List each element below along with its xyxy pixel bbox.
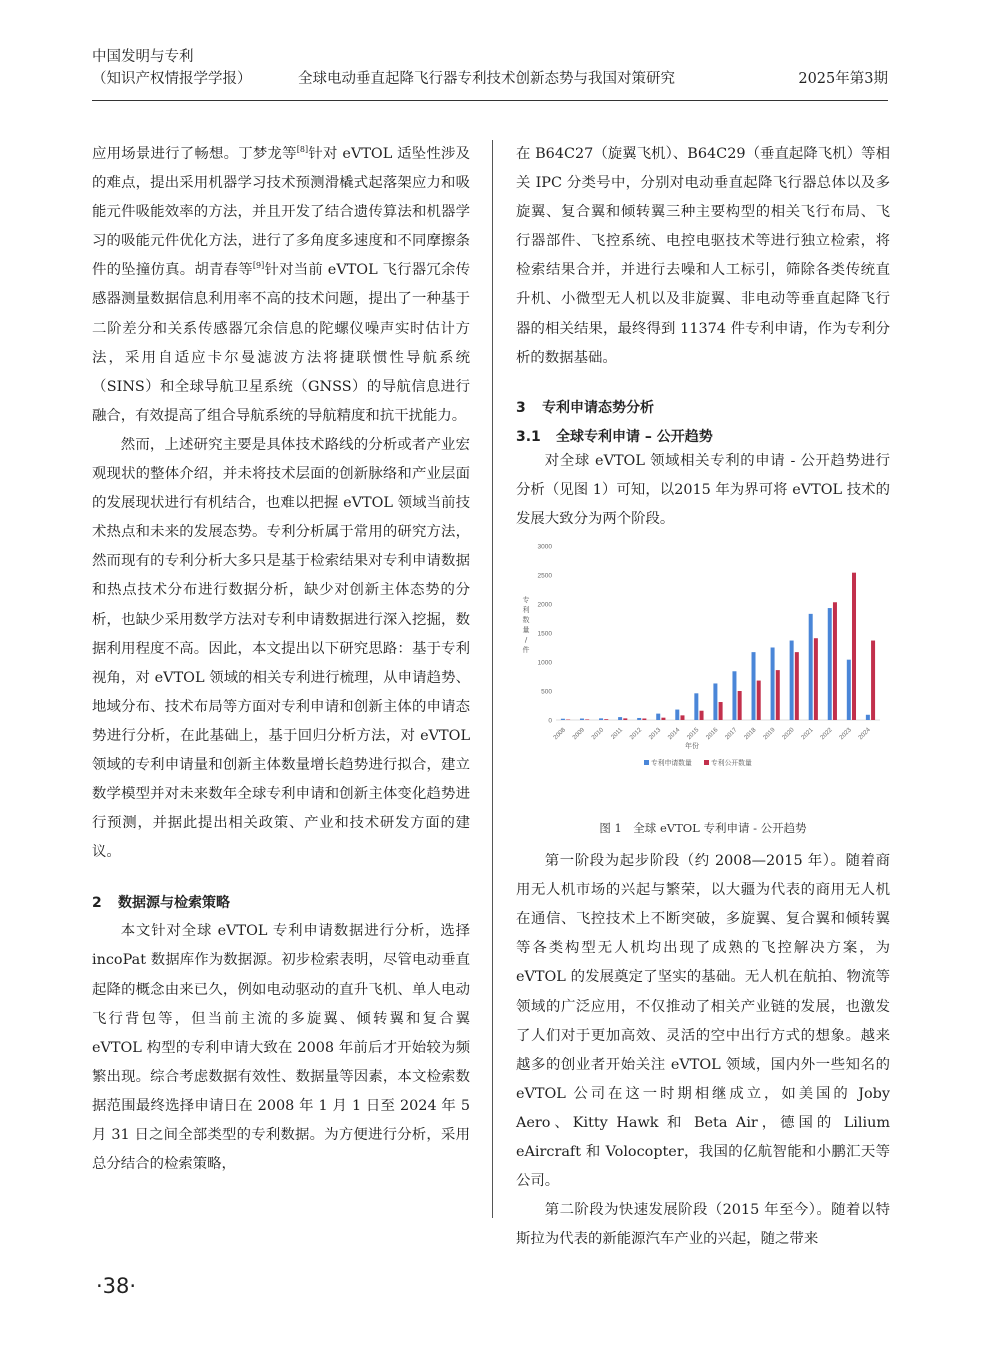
bar-applications: [694, 693, 698, 720]
x-tick-label: 2024: [857, 726, 872, 742]
bar-applications: [561, 719, 565, 720]
bar-publications: [661, 718, 665, 720]
y-tick-label: 2500: [537, 572, 552, 580]
bar-applications: [675, 710, 679, 720]
x-tick-label: 2016: [704, 726, 720, 742]
section-number: 3: [516, 399, 526, 416]
bar-publications: [814, 638, 818, 720]
bar-publications: [680, 715, 684, 720]
legend-swatch: [704, 760, 709, 765]
bar-applications: [580, 719, 584, 720]
x-tick-label: 2008: [552, 726, 567, 742]
y-tick-label: 0: [548, 717, 552, 725]
running-title: 全球电动垂直起降飞行器专利技术创新态势与我国对策研究: [298, 71, 675, 87]
x-tick-label: 2010: [590, 726, 606, 742]
issue-label: 2025年第3期: [798, 71, 888, 87]
bar-publications: [795, 652, 799, 720]
bar-publications: [776, 670, 780, 720]
figure-caption: 图 1 全球 eVTOL 专利申请 - 公开趋势: [599, 821, 807, 836]
column-divider: [492, 140, 493, 1218]
y-axis-title-char: 专: [522, 596, 530, 605]
legend-swatch: [644, 760, 649, 765]
text-run: 针对当前 eVTOL 飞行器冗余传感器测量数据信息利用率不高的技术问题，提出了一种基于二阶差分和关系传感器冗余信息的陀螺仪噪声实时估计方法，采用自适应卡尔曼滤波方法将捷联惯性导航系统（SINS）和全球导航卫星系统（GNSS）的导航信息进行融合，有效提高了组合导航系统的导航精度和抗干扰能力。: [92, 262, 470, 424]
y-axis-title-char: /: [524, 636, 528, 645]
x-tick-label: 2014: [666, 726, 682, 742]
trend-bar-chart: [516, 534, 890, 788]
bar-publications: [585, 719, 589, 720]
left-column: [92, 140, 470, 1179]
figure-1: [516, 534, 890, 818]
citation-ref: [9]: [252, 261, 265, 271]
y-tick-label: 3000: [537, 543, 552, 551]
paragraph: 然而，上述研究主要是具体技术路线的分析或者产业宏观现状的整体介绍，并未将技术层面的创新脉络和产业层面的发展现状进行有机结合，也难以把握 eVTOL 领域当前技术热点和未来的发展态势。专利分析属于常用的研究方法，然而现有的专利分析大多只是基于检索结果对专利申请数据和热点技术分布进行数据分析，缺少对创新主体态势的分析，也缺少采用数学方法对专利申请数据进行深入挖掘，数据利用程度不高。因此，本文提出以下研究思路：基于专利视角，对 eVTOL 领域的相关专利进行梳理，从申请趋势、地域分布、技术布局等方面对专利申请和创新主体的申请态势进行分析，在此基础上，基于回归分析方法，对 eVTOL 领域的专利申请量和创新主体数量增长趋势进行拟合，建立数学模型并对未来数年全球专利申请和创新主体变化趋势进行预测，并据此提出相关政策、产业和技术研发方面的建议。: [92, 436, 470, 861]
y-tick-label: 1500: [537, 630, 552, 638]
x-tick-label: 2017: [723, 726, 739, 742]
page-header: [92, 48, 888, 104]
bar-applications: [637, 718, 641, 720]
journal-name: 中国发明与专利: [92, 49, 194, 65]
x-tick-label: 2011: [609, 726, 625, 741]
bar-publications: [719, 702, 723, 720]
legend-label: 专利申请数量: [651, 759, 692, 768]
x-tick-label: 2012: [628, 726, 644, 742]
y-axis-title-char: 数: [522, 616, 530, 625]
y-axis-title-char: 件: [522, 646, 530, 655]
paragraph: 第二阶段为快速发展阶段（2015 年至今）。随着以特斯拉为代表的新能源汽车产业的兴起，随之带来: [516, 1202, 890, 1248]
bar-applications: [771, 648, 775, 721]
x-tick-label: 2021: [800, 726, 815, 742]
section-number: 2: [92, 895, 102, 912]
y-axis-title-char: 利: [522, 606, 530, 615]
x-tick-label: 2019: [761, 726, 777, 742]
paragraph: [92, 140, 470, 431]
x-tick-label: 2013: [647, 726, 663, 742]
y-tick-label: 500: [541, 688, 552, 696]
x-tick-label: 2018: [742, 726, 758, 742]
x-tick-label: 2009: [571, 726, 587, 742]
header-rule: [92, 100, 888, 101]
text-run: 针对 eVTOL 适坠性涉及的难点，提出采用机器学习技术预测滑橇式起落架应力和吸能元件吸能效率的方法，并且开发了结合遗传算法和机器学习的吸能元件优化方法，进行了多角度多速度和不同摩擦条件的坠撞仿真。胡青春等: [92, 146, 470, 279]
section-title: 专利申请态势分析: [542, 399, 654, 416]
section-heading: [92, 893, 470, 913]
bar-applications: [809, 614, 813, 720]
section-heading: [516, 398, 890, 418]
citation-ref: [8]: [296, 145, 309, 154]
x-tick-label: 2020: [780, 726, 796, 742]
right-column: [516, 140, 890, 1254]
y-tick-label: 2000: [537, 601, 552, 609]
bar-applications: [828, 608, 832, 720]
x-tick-label: 2015: [685, 726, 701, 742]
x-axis-title: 年份: [685, 742, 699, 751]
text-run: 应用场景进行了畅想。丁梦龙等: [92, 146, 297, 162]
paragraph: 在 B64C27（旋翼飞机）、B64C29（垂直起降飞机）等相关 IPC 分类号中，分别对电动垂直起降飞行器总体以及多旋翼、复合翼和倾转翼三种主要构型的相关飞行布局、飞行器部件、飞控系统、电控电驱技术等进行独立检索，将检索结果合并，并进行去噪和人工标引，筛除各类传统直升机、小微型无人机以及非旋翼、非电动等垂直起降飞行器的相关结果，最终得到 11374 件专利申请，作为专利分析的数据基础。: [516, 146, 890, 366]
bar-applications: [732, 671, 736, 720]
bar-applications: [656, 714, 660, 720]
section-title: 数据源与检索策略: [118, 895, 230, 912]
bar-applications: [790, 641, 794, 720]
page-number: ·38·: [96, 1274, 137, 1298]
bar-applications: [752, 652, 756, 720]
bar-applications: [713, 683, 717, 720]
bar-publications: [833, 602, 837, 720]
bar-applications: [847, 660, 851, 720]
bar-publications: [642, 719, 646, 721]
bar-publications: [871, 641, 875, 720]
y-tick-label: 1000: [537, 659, 552, 667]
bar-applications: [599, 718, 603, 720]
subsection-title: 全球专利申请 – 公开趋势: [556, 428, 713, 445]
x-tick-label: 2023: [838, 726, 853, 742]
bar-publications: [604, 719, 608, 720]
bar-applications: [866, 715, 870, 720]
bar-publications: [623, 718, 627, 720]
y-axis-title-char: 量: [522, 626, 530, 635]
paragraph: 对全球 eVTOL 领域相关专利的申请 - 公开趋势进行分析（见图 1）可知，以2015 年为界可将 eVTOL 技术的发展大致分为两个阶段。: [516, 452, 890, 527]
legend-label: 专利公开数量: [711, 759, 752, 768]
subsection-number: 3.1: [516, 428, 541, 445]
x-tick-label: 2022: [819, 726, 834, 742]
paragraph: 本文针对全球 eVTOL 专利申请数据进行分析，选择 incoPat 数据库作为数据源。初步检索表明，尽管电动垂直起降的概念由来已久，例如电动驱动的直升飞机、单人电动飞行背包等，但当前主流的多旋翼、倾转翼和复合翼 eVTOL 构型的专利申请大致在 2008 年前后才开始较为频繁出现。综合考虑数据有效性、数据量等因素，本文检索数据范围最终选择申请日在 2008 年 1 月 1 日至 2024 年 5 月 31 日之间全部类型的专利数据。为方便进行分析，采用总分结合的检索策略，: [92, 923, 470, 1173]
bar-publications: [738, 691, 742, 720]
bar-publications: [852, 573, 856, 720]
bar-publications: [700, 711, 704, 720]
bar-publications: [757, 681, 761, 720]
paragraph: 第一阶段为起步阶段（约 2008—2015 年）。随着商用无人机市场的兴起与繁荣，以大疆为代表的商用无人机在通信、飞控技术上不断突破，多旋翼、复合翼和倾转翼等各类构型无人机均出现了成熟的飞控解决方案，为 eVTOL 的发展奠定了坚实的基础。无人机在航拍、物流等领域的广泛应用，不仅推动了相关产业链的发展，也激发了人们对于更加高效、灵活的空中出行方式的想象。越来越多的创业者开始关注 eVTOL 领域，国内外一些知名的 eVTOL 公司在这一时期相继成立，如美国的 Joby Aero、Kitty Hawk 和 Beta Air，德国的 Lilium eAircraft 和 Volocopter，我国的亿航智能和小鹏汇天等公司。: [516, 853, 890, 1190]
journal-subtitle: （知识产权情报学学报）: [92, 71, 252, 87]
subsection-heading: [516, 427, 890, 447]
bar-applications: [618, 717, 622, 720]
